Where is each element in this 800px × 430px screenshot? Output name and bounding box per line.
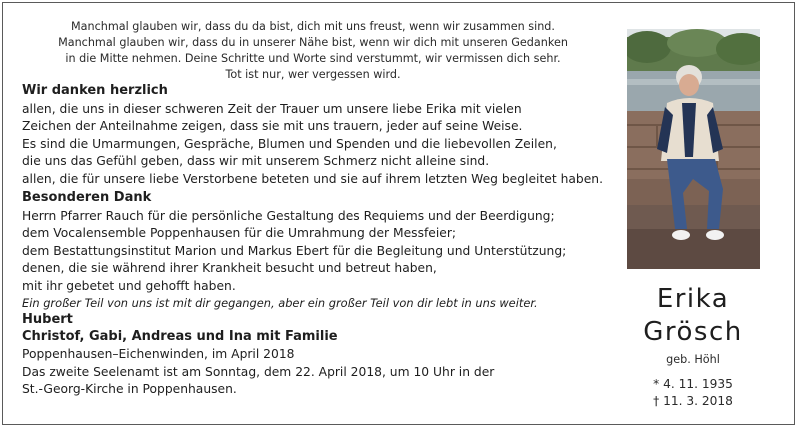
special-thanks-line: dem Vocalensemble Poppenhausen für die Umrahmung der Messfeier;	[22, 226, 457, 241]
poem-line: in die Mitte nehmen. Deine Schritte und Worte sind verstummt, wir vermissen dich sehr.	[65, 52, 561, 65]
first-name: Erika	[656, 284, 730, 314]
deceased-name	[613, 283, 773, 349]
last-name: Grösch	[643, 317, 743, 347]
portrait-photo	[627, 29, 760, 269]
thanks-line: die uns das Gefühl geben, dass wir mit unserem Schmerz nicht alleine sind.	[22, 154, 490, 169]
thanks-text	[22, 81, 602, 398]
place-date: Poppenhausen–Eichenwinden, im April 2018	[22, 347, 295, 362]
poem-line: Tot ist nur, wer vergessen wird.	[225, 68, 401, 81]
special-thanks-heading: Besonderen Dank	[22, 189, 152, 205]
family-line-2: Christof, Gabi, Andreas und Ina mit Familie	[22, 329, 338, 345]
special-thanks-line: Herrn Pfarrer Rauch für die persönliche Gestaltung des Requiems und der Beerdigung;	[22, 208, 555, 223]
thanks-line: Es sind die Umarmungen, Gespräche, Blumen und Spenden und die liebevollen Zeilen,	[22, 136, 557, 151]
thanks-line: allen, die uns in dieser schweren Zeit der Trauer um unsere liebe Erika mit vielen	[22, 102, 522, 116]
family-line-1: Hubert	[22, 312, 73, 328]
death-date: † 11. 3. 2018	[653, 394, 733, 408]
poem-line: Manchmal glauben wir, dass du da bist, dich mit uns freust, wenn wir zusammen sind.	[71, 20, 555, 33]
poem-line: Manchmal glauben wir, dass du in unserer Nähe bist, wenn wir dich mit unseren Gedanken	[58, 36, 568, 49]
birth-date: * 4. 11. 1935	[653, 377, 733, 391]
poem	[43, 19, 583, 83]
birth-name: geb. Höhl	[666, 353, 720, 366]
special-thanks-line: mit ihr gebetet und gehofft haben.	[22, 278, 236, 293]
special-thanks-line: denen, die sie während ihrer Krankheit besucht und betreut haben,	[22, 261, 437, 276]
mass-line: Das zweite Seelenamt ist am Sonntag, dem 22. April 2018, um 10 Uhr in der	[22, 364, 495, 379]
special-thanks-line: dem Bestattungsinstitut Marion und Markus Ebert für die Begleitung und Unterstützung;	[22, 243, 567, 258]
thanks-heading: Wir danken herzlich	[22, 83, 168, 98]
life-dates	[613, 376, 773, 410]
thanks-line: allen, die für unsere liebe Verstorbene beteten und sie auf ihrem letzten Weg begleitet haben.	[22, 171, 603, 186]
mass-line: St.-Georg-Kirche in Poppenhausen.	[22, 382, 237, 397]
thanks-line: Zeichen der Anteilnahme zeigen, dass sie mit uns trauern, jeder auf seine Weise.	[22, 119, 523, 134]
quote: Ein großer Teil von uns ist mit dir gegangen, aber ein großer Teil von dir lebt in uns weiter.	[22, 295, 538, 310]
obituary-card	[2, 2, 795, 425]
